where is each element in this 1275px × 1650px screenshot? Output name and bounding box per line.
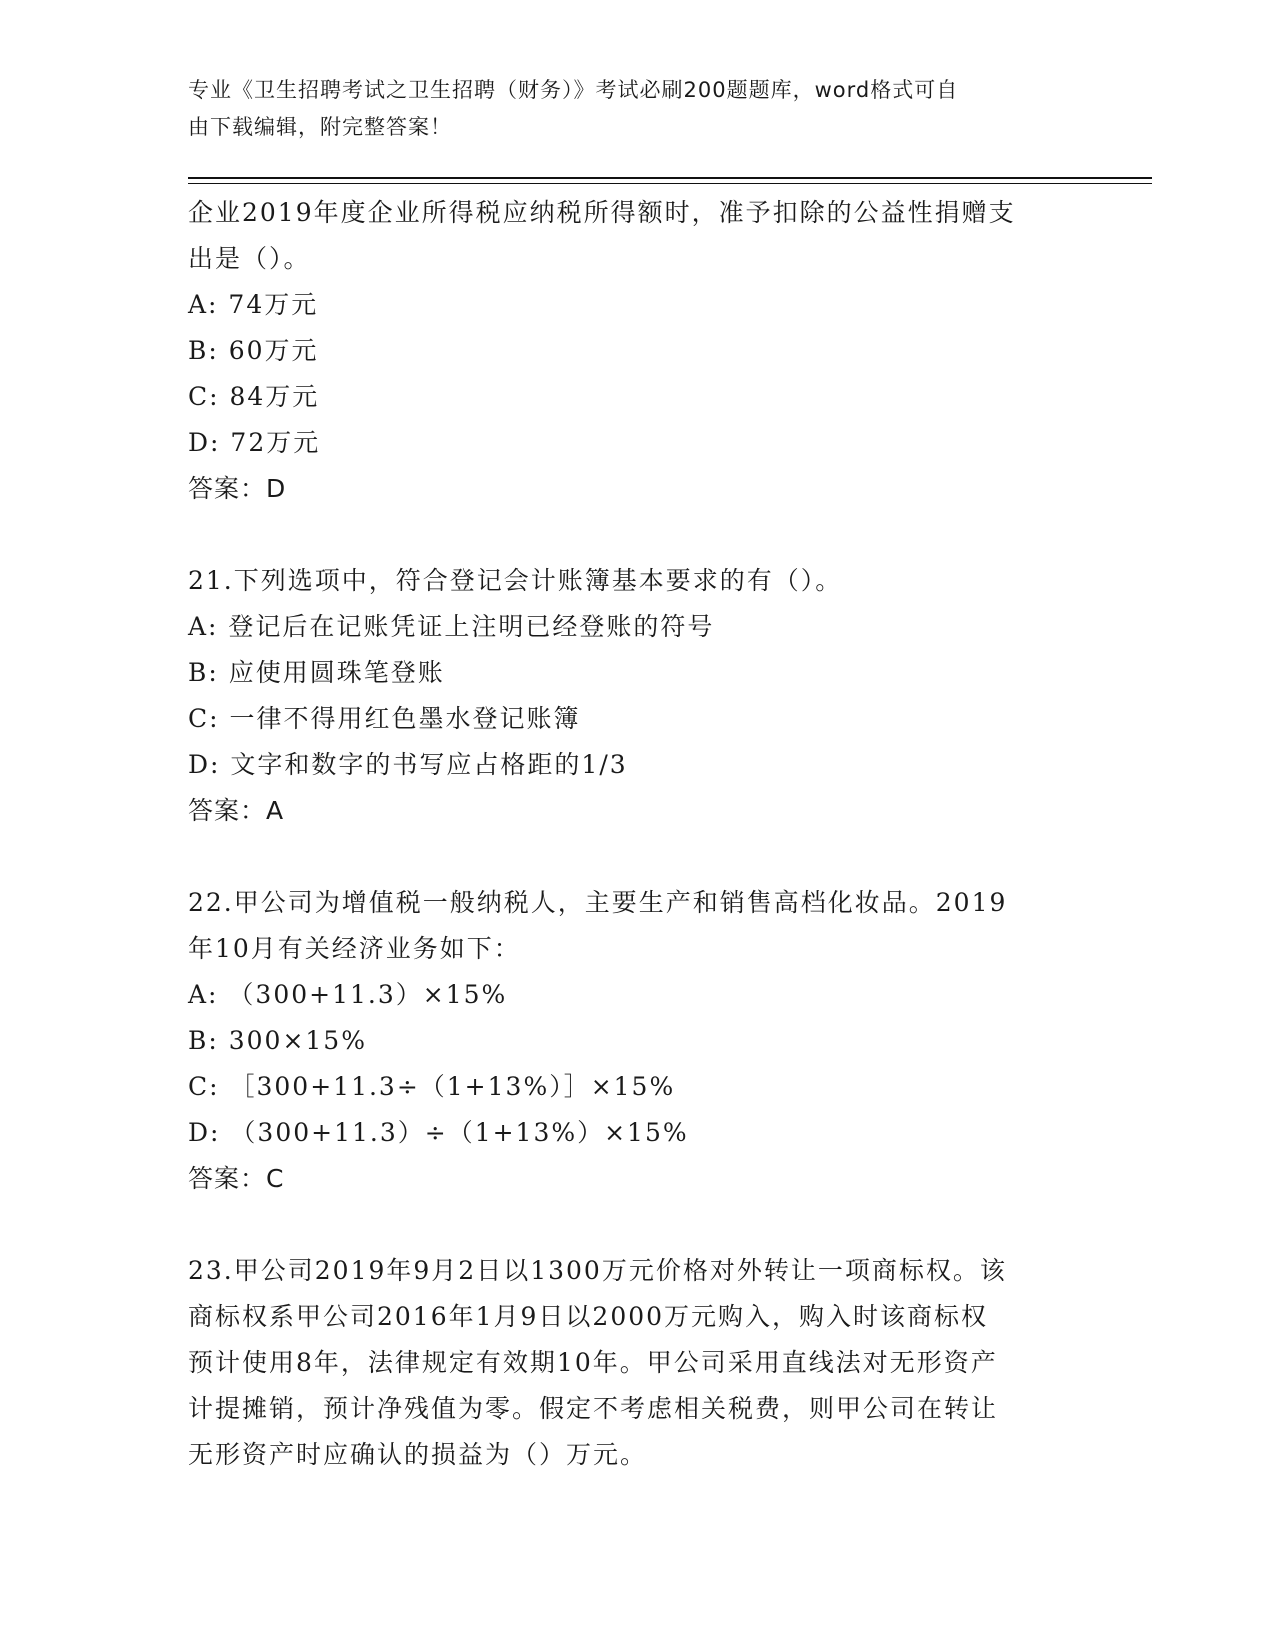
question-stem: 商标权系甲公司2016年1月9日以2000万元购入，购入时该商标权 <box>188 1302 989 1331</box>
question-stem: 出是（）。 <box>188 244 311 273</box>
option-d: D: 72万元 <box>188 428 321 457</box>
option-d: D: （300+11.3）÷（1+13%）×15% <box>188 1118 689 1147</box>
header-rule-thick <box>188 177 1152 179</box>
question-stem: 年10月有关经济业务如下： <box>188 934 521 963</box>
spacer <box>188 834 1088 880</box>
question-stem: 计提摊销，预计净残值为零。假定不考虑相关税费，则甲公司在转让 <box>188 1394 999 1423</box>
question-22 <box>188 880 1088 1202</box>
option-c: C: 84万元 <box>188 382 320 411</box>
option-d: D: 文字和数字的书写应占格距的1/3 <box>188 750 628 779</box>
option-a: A: （300+11.3）×15% <box>188 980 508 1009</box>
question-list <box>188 190 1088 1478</box>
spacer <box>188 1202 1088 1248</box>
answer-text: 答案：C <box>188 1164 285 1193</box>
question-stem: 23.甲公司2019年9月2日以1300万元价格对外转让一项商标权。该 <box>188 1256 1007 1285</box>
option-b: B: 60万元 <box>188 336 319 365</box>
document-header <box>188 72 1068 146</box>
option-b: B: 300×15% <box>188 1026 367 1055</box>
question-stem: 21.下列选项中，符合登记会计账簿基本要求的有（）。 <box>188 566 843 595</box>
option-c: C: 一律不得用红色墨水登记账簿 <box>188 704 581 733</box>
question-20 <box>188 190 1088 512</box>
question-stem: 22.甲公司为增值税一般纳税人，主要生产和销售高档化妆品。2019 <box>188 888 1008 917</box>
question-21 <box>188 558 1088 834</box>
header-rule-thin <box>188 183 1152 184</box>
header-line-2: 由下载编辑，附完整答案！ <box>188 115 452 139</box>
spacer <box>188 512 1088 558</box>
header-line-1: 专业《卫生招聘考试之卫生招聘（财务）》考试必刷200题题库，word格式可自 <box>188 78 959 102</box>
question-stem: 预计使用8年，法律规定有效期10年。甲公司采用直线法对无形资产 <box>188 1348 998 1377</box>
answer-text: 答案：D <box>188 474 287 503</box>
answer-text: 答案：A <box>188 796 285 825</box>
option-c: C: ［300+11.3÷（1+13%）］×15% <box>188 1072 676 1101</box>
question-23 <box>188 1248 1088 1478</box>
option-a: A: 74万元 <box>188 290 319 319</box>
option-b: B: 应使用圆珠笔登账 <box>188 658 445 687</box>
question-stem: 无形资产时应确认的损益为（）万元。 <box>188 1440 648 1469</box>
question-stem: 企业2019年度企业所得税应纳税所得额时，准予扣除的公益性捐赠支 <box>188 198 1016 227</box>
option-a: A: 登记后在记账凭证上注明已经登账的符号 <box>188 612 715 641</box>
